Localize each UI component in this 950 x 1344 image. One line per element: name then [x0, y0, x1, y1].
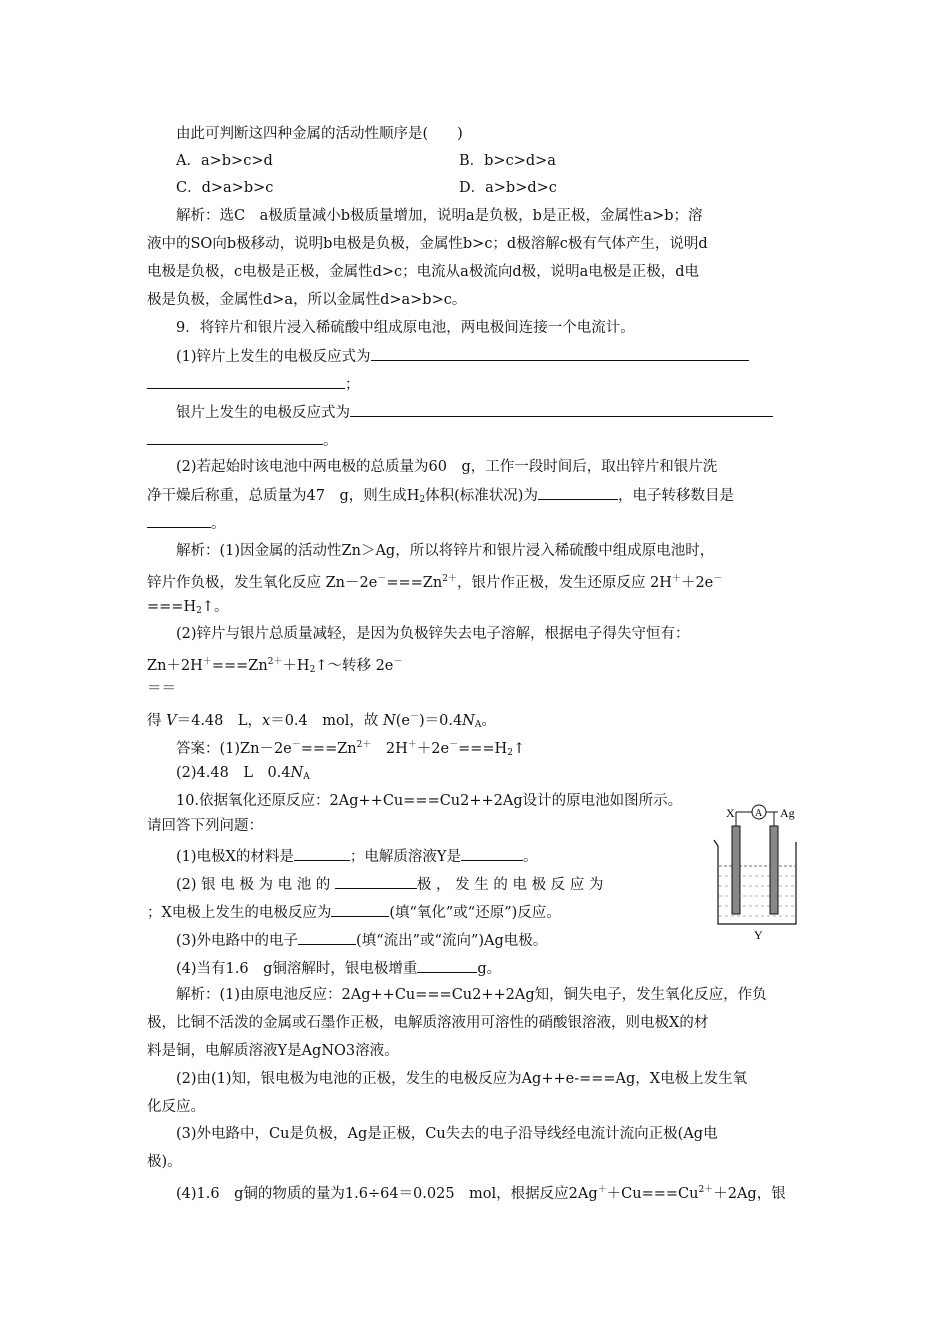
- q8-option-a: A．a>b>c>d: [176, 153, 273, 169]
- q8-stem-tail: 由此可判断这四种金属的活动性顺序是( ): [176, 126, 463, 142]
- q9-part2-line1: (2)若起始时该电池中两电极的总质量为60 g，工作一段时间后，取出锌片和银片洗: [176, 459, 718, 475]
- q9-part1-line1: [176, 346, 749, 367]
- q8-option-b: B．b>c>d>a: [459, 153, 556, 169]
- q10-answer-blank-pole[interactable]: [335, 874, 417, 889]
- q10-explanation-line2: 极，比铜不活泼的金属或石墨作正极，电解质溶液用可溶性的硝酸银溶液，则电极X的材: [147, 1015, 709, 1031]
- q10-part4: (4)当有1.6 g铜溶解时，银电极增重 g。: [176, 958, 501, 979]
- q9-answer-blank-zn-cont[interactable]: [147, 374, 345, 389]
- q10-stem-line2: 请回答下列问题：: [147, 818, 263, 834]
- q10-explanation-line3: 料是铜，电解质溶液Y是AgNO3溶液。: [147, 1043, 399, 1059]
- q9-answer-blank-electrons[interactable]: [147, 513, 211, 528]
- fig-label-x: X: [726, 806, 735, 820]
- q10-explanation-line8: (4)1.6 g铜的物质的量为1.6÷64＝0.025 mol，根据反应$2Ag^++Cu===Cu^{2+}+2Ag$，银: [176, 1185, 786, 1202]
- q10-explanation-line6: (3)外电路中，Cu是负极，Ag是正极，Cu失去的电子沿导线经电流计流向正极(Ag电: [176, 1126, 718, 1142]
- q9-silver-label: 银片上发生的电极反应式为: [176, 405, 350, 421]
- q9-part2-line2: 净干燥后称重，总质量为47 g，则生成$H_2$体积(标准状况)为 ，电子转移数目是: [147, 485, 734, 510]
- q10-answer-blank-mass[interactable]: [417, 958, 477, 973]
- q10-explanation-line1: 解析：(1)由原电池反应：2Ag++Cu===Cu2++2Ag知，铜失电子，发生氧化反应，作负: [176, 987, 767, 1003]
- q10-answer-blank-y[interactable]: [461, 846, 523, 861]
- q10-stem: 10.依据氧化还原反应：2Ag++Cu===Cu2++2Ag设计的原电池如图所示。: [176, 793, 683, 809]
- beaker-outline: [714, 840, 796, 924]
- q9-explanation-line4: (2)锌片与银片总质量减轻，是因为负极锌失去电子溶解，根据电子得失守恒有：: [176, 626, 690, 642]
- q10-explanation-line5: 化反应。: [147, 1099, 205, 1115]
- q8-option-c: C．d>a>b>c: [176, 180, 274, 196]
- q10-answer-blank-x[interactable]: [294, 846, 350, 861]
- q10-explanation-line4: (2)由(1)知，银电极为电池的正极，发生的电极反应为Ag++e-===Ag，X电极上发生氧: [176, 1071, 748, 1087]
- q10-part2-line2: ；X电极上发生的电极反应为 (填“氧化”或“还原”)反应。: [147, 902, 561, 923]
- q10-part2-line1: (2) 银 电 极 为 电 池 的 极 ， 发 生 的 电 极 反 应 为: [176, 874, 603, 895]
- q10-part1: (1)电极X的材料是 ；电解质溶液Y是 。: [176, 846, 537, 867]
- q9-explanation-line1: 解析：(1)因金属的活动性Zn＞Ag，所以将锌片和银片浸入稀硫酸中组成原电池时，: [176, 543, 715, 559]
- q9-stem: 9．将锌片和银片浸入稀硫酸中组成原电池，两电极间连接一个电流计。: [176, 320, 635, 336]
- fig-label-ammeter: A: [755, 808, 763, 819]
- fig-label-y: Y: [754, 928, 763, 940]
- q9-answer-blank-ag[interactable]: [350, 402, 773, 417]
- q9-part1-label: (1)锌片上发生的电极反应式为: [176, 349, 371, 365]
- q8-option-d: D．a>b>d>c: [459, 180, 557, 196]
- q9-explanation-line2: 锌片作负极，发生氧化反应 $Zn-2e^-===Zn^{2+}$，银片作正极，发生还原反应 2H＋＋2e－: [147, 574, 723, 591]
- q9-result-line: 得 V＝4.48 L，x＝0.4 mol，故 $N(e^-)=0.4N_A$。: [147, 712, 496, 730]
- q9-answer-line2: (2)4.48 L $0.4N_A$: [176, 765, 310, 782]
- q9-part2-line3: 。: [147, 513, 226, 534]
- fig-label-ag: Ag: [780, 806, 795, 820]
- q9-part1-line4: 。: [147, 430, 338, 451]
- q9-answer-blank-ag-cont[interactable]: [147, 430, 323, 445]
- electrode-x: [732, 826, 740, 914]
- q9-equals-line: ＝＝: [147, 681, 176, 697]
- galvanic-cell-diagram: [712, 800, 804, 940]
- q9-answer-blank-volume[interactable]: [538, 485, 618, 500]
- q10-explanation-line7: 极)。: [147, 1154, 182, 1170]
- q8-explanation-line3: 电极是负极，c电极是正极，金属性d>c；电流从a极流向d极，说明a电极是正极，d电: [147, 264, 700, 280]
- q9-part1-line3: [176, 402, 773, 423]
- q8-explanation-line2: 液中的SO向b极移动，说明b电极是负极，金属性b>c；d极溶解c极有气体产生，说明d: [147, 236, 708, 252]
- q10-answer-blank-reaction[interactable]: [331, 902, 389, 917]
- q8-explanation-line4: 极是负极，金属性d>a，所以金属性d>a>b>c。: [147, 292, 467, 308]
- q9-part1-line2: ；: [147, 374, 360, 395]
- electrode-ag: [770, 826, 778, 914]
- q10-part3: (3)外电路中的电子 (填“流出”或“流向”)Ag电极。: [176, 930, 547, 951]
- q9-answer-line1: 答案：$(1)Zn-2e^-===Zn^{2+}$ $2H^++2e^-===H_2↑$: [176, 740, 526, 758]
- q9-explanation-line3: $===H_2↑$。: [147, 599, 229, 616]
- q9-reaction-equation: $Zn+2H^+===Zn^{2+}+H_2↑\sim$转移 2e－: [147, 657, 403, 675]
- q10-answer-blank-electron-flow[interactable]: [298, 930, 356, 945]
- q9-answer-blank-zn[interactable]: [371, 346, 749, 361]
- q8-explanation-line1: 解析：选C a极质量减小b极质量增加，说明a是负极，b是正极，金属性a>b；溶: [176, 208, 703, 224]
